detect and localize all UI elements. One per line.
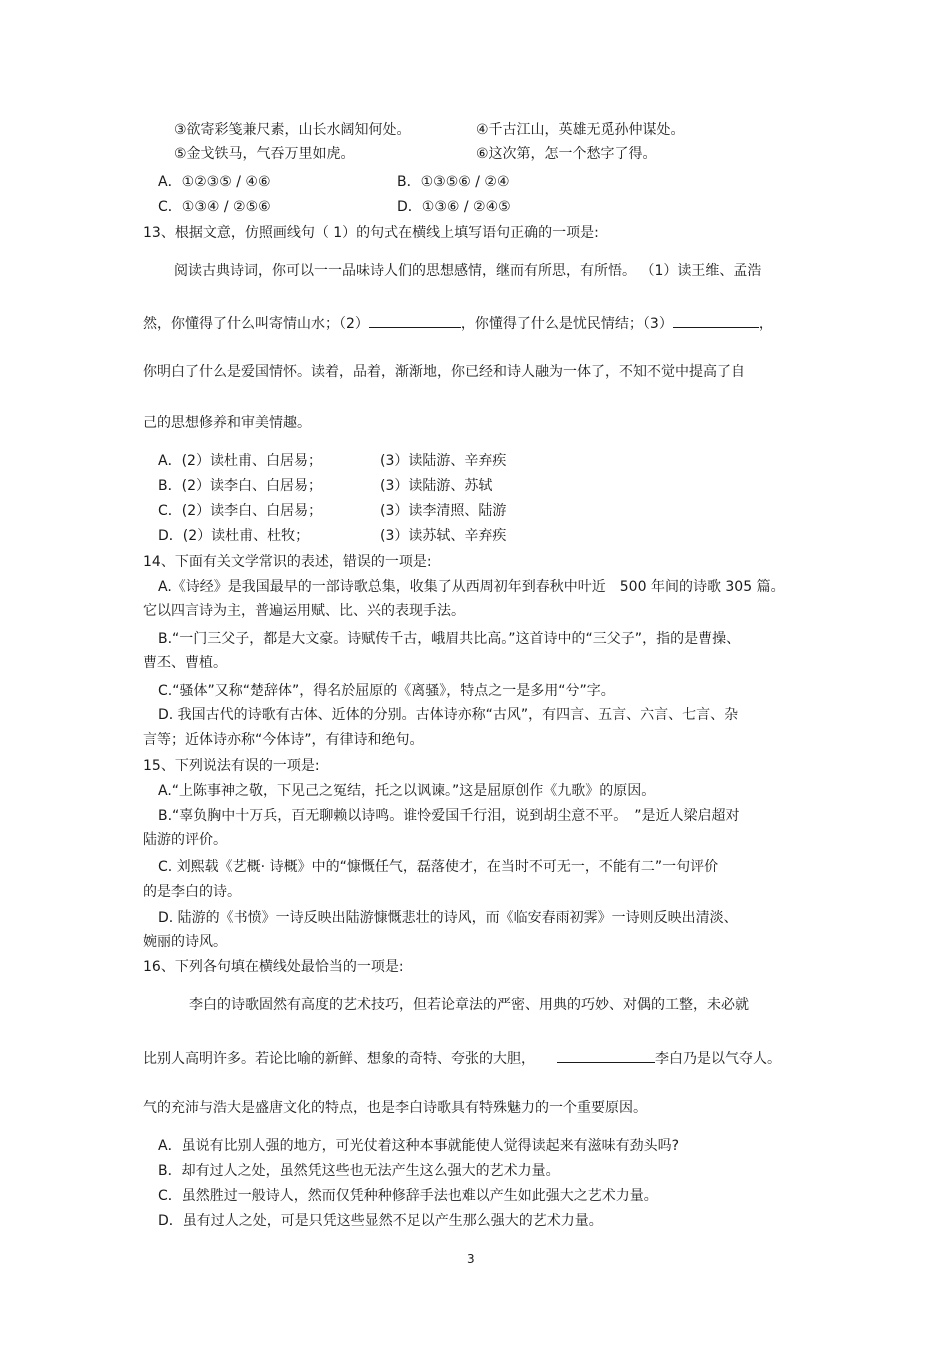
q16-passage-part-1: 比别人高明许多。若论比喻的新鲜、想象的奇特、夸张的大胆， <box>143 1051 535 1067</box>
q13-blank-2 <box>369 313 461 328</box>
q13-passage-part-3: ， <box>758 316 773 332</box>
q15-stem: 15、下列说法有误的一项是: <box>143 758 320 774</box>
q13-passage-line-1: 阅读古典诗词，你可以一一品味诗人们的思想感情，继而有所思，有所悟。 （1）读王维、孟浩 <box>174 263 762 279</box>
q13-option-d-right: (3）读苏轼、辛弃疾 <box>380 528 507 544</box>
q13-option-b-right: (3）读陆游、苏轼 <box>380 478 493 494</box>
q13-passage-line-4: 己的思想修养和审美情趣。 <box>143 415 311 431</box>
q14-option-d-line-2: 言等；近体诗亦称“今体诗”，有律诗和绝句。 <box>143 732 424 748</box>
q13-passage-line-3: 你明白了什么是爱国情怀。读着，品着，渐渐地，你已经和诗人融为一体了，不知不觉中提高了自 <box>143 364 745 380</box>
q16-blank <box>557 1048 655 1063</box>
q16-option-d: D．虽有过人之处，可是只凭这些显然不足以产生那么强大的艺术力量。 <box>158 1213 603 1229</box>
q13-passage-part-2: ，你懂得了什么是忧民情结；（3） <box>460 316 673 332</box>
q13-option-b-left: B．(2）读李白、白居易； <box>158 478 322 494</box>
q13-blank-3 <box>673 313 759 328</box>
q14-option-d-line-1: D. 我国古代的诗歌有古体、近体的分别。古体诗亦称“古风”，有四言、五言、六言、七言、杂 <box>158 707 739 723</box>
q13-option-c-right: (3）读李清照、陆游 <box>380 503 507 519</box>
q15-option-b-line-2: 陆游的评价。 <box>143 832 227 848</box>
q13-passage-part-1: 然，你懂得了什么叫寄情山水；（2） <box>143 316 369 332</box>
q15-option-d-line-2: 婉丽的诗风。 <box>143 934 227 950</box>
q16-passage-line-3: 气的充沛与浩大是盛唐文化的特点，也是李白诗歌具有特殊魅力的一个重要原因。 <box>143 1100 647 1116</box>
q16-passage-line-1: 李白的诗歌固然有高度的艺术技巧，但若论章法的严密、用典的巧妙、对偶的工整，未必就 <box>189 997 749 1013</box>
page-number: 3 <box>467 1252 475 1266</box>
q12-line-5: ⑤金戈铁马，气吞万里如虎。 <box>174 146 355 162</box>
q14-option-a-line-1: A.《诗经》是我国最早的一部诗歌总集，收集了从西周初年到春秋中叶近 500 年间的诗歌 305 篇。 <box>158 579 785 595</box>
q15-option-d-line-1: D. 陆游的《书愤》一诗反映出陆游慷慨悲壮的诗风，而《临安春雨初霁》一诗则反映出清淡、 <box>158 910 738 926</box>
q12-option-a: A．①②③⑤ / ④⑥ <box>158 174 271 190</box>
q14-option-b-line-1: B.“一门三父子，都是大文豪。诗赋传千古，峨眉共比高。”这首诗中的“三父子”，指的是曹操、 <box>158 631 741 647</box>
q15-option-a: A.“上陈事神之敬，下见己之冤结，托之以讽谏。”这是屈原创作《九歌》的原因。 <box>158 783 656 799</box>
q14-option-c: C.“骚体”又称“楚辞体”，得名於屈原的《离骚》，特点之一是多用“兮”字。 <box>158 683 615 699</box>
q13-option-a-right: (3）读陆游、辛弃疾 <box>380 453 507 469</box>
q12-option-c: C．①③④ / ②⑤⑥ <box>158 199 271 215</box>
q12-option-b: B．①③⑤⑥ / ②④ <box>397 174 510 190</box>
q14-stem: 14、下面有关文学常识的表述，错误的一项是: <box>143 554 432 570</box>
q15-option-c-line-1: C. 刘熙载《艺概· 诗概》中的“慷慨任气，磊落使才，在当时不可无一，不能有二”一句评价 <box>158 859 719 875</box>
q16-option-b: B．却有过人之处，虽然凭这些也无法产生这么强大的艺术力量。 <box>158 1163 560 1179</box>
q12-line-6: ⑥这次第，怎一个愁字了得。 <box>476 146 657 162</box>
q13-stem: 13、根据文意，仿照画线句（ 1）的句式在横线上填写语句正确的一项是: <box>143 225 599 241</box>
q16-passage-part-2: 李白乃是以气夺人。 <box>655 1051 781 1067</box>
q14-option-a-line-2: 它以四言诗为主，普遍运用赋、比、兴的表现手法。 <box>143 603 465 619</box>
q16-option-a: A．虽说有比别人强的地方，可光仗着这种本事就能使人觉得读起来有滋味有劲头吗? <box>158 1138 680 1154</box>
q12-line-4: ④千古江山，英雄无觅孙仲谋处。 <box>476 122 685 138</box>
q13-passage-line-2 <box>143 313 773 333</box>
q13-option-a-left: A．(2）读杜甫、白居易； <box>158 453 322 469</box>
q14-option-b-line-2: 曹丕、曹植。 <box>143 655 227 671</box>
q16-stem: 16、下列各句填在横线处最恰当的一项是: <box>143 959 404 975</box>
q15-option-c-line-2: 的是李白的诗。 <box>143 884 241 900</box>
q12-option-d: D．①③⑥ / ②④⑤ <box>397 199 511 215</box>
q15-option-b-line-1: B.“辜负胸中十万兵，百无聊赖以诗鸣。谁怜爱国千行泪，说到胡尘意不平。 ”是近人梁启超对 <box>158 808 740 824</box>
q16-option-c: C．虽然胜过一般诗人，然而仅凭种种修辞手法也难以产生如此强大之艺术力量。 <box>158 1188 658 1204</box>
q13-option-d-left: D．(2）读杜甫、杜牧； <box>158 528 310 544</box>
q12-line-3: ③欲寄彩笺兼尺素，山长水阔知何处。 <box>174 122 411 138</box>
q13-option-c-left: C．(2）读李白、白居易； <box>158 503 323 519</box>
q16-passage-line-2 <box>143 1048 781 1068</box>
